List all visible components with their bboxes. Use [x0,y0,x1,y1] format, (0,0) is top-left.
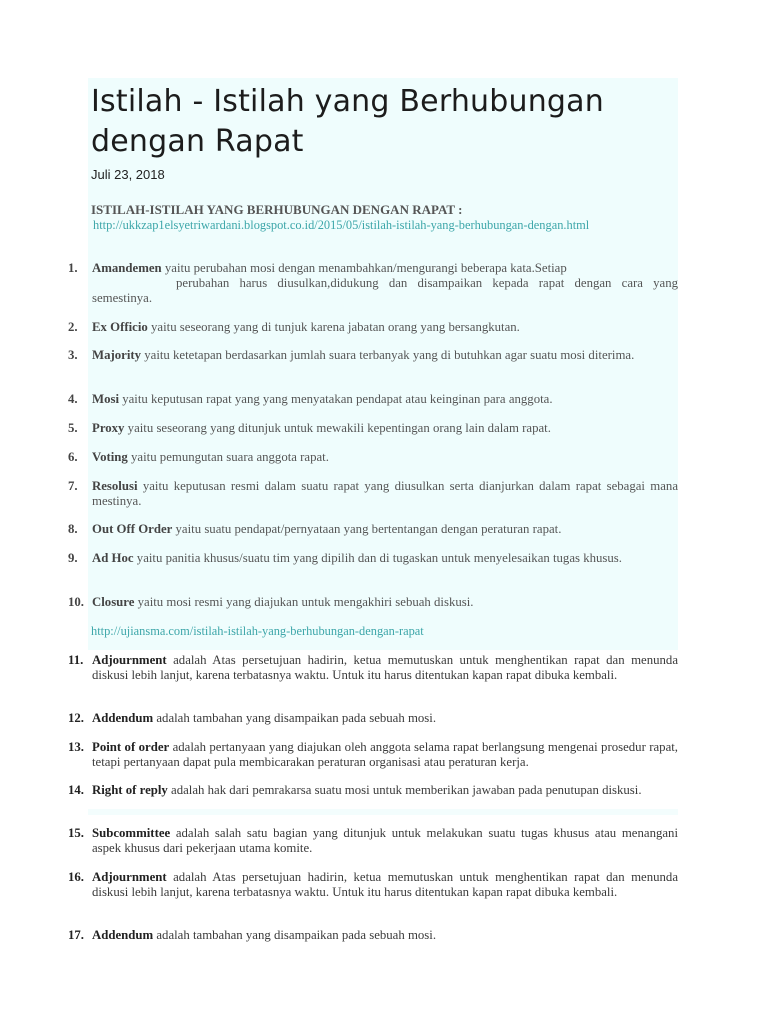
item-text: yaitu panitia khusus/suatu tim yang dipilih dan di tugaskan untuk menyelesaikan tugas khusus. [133,551,622,565]
item-text: adalah pertanyaan yang diajukan oleh anggota selama rapat berlangsung mengenai prosedur rapat, tetapi pertanyaan dapat pula membicarakan peraturan organisasi atau peraturan kerja. [92,740,679,769]
item-number: 17. [68,928,84,942]
item-text-cont: perubahan harus diusulkan,didukung dan disampaikan kepada rapat dengan cara yang semestinya. [92,276,678,305]
item-text: yaitu mosi resmi yang diajukan untuk mengakhiri sebuah diskusi. [134,595,474,609]
item-text: yaitu keputusan resmi dalam suatu rapat yang diusulkan serta dianjurkan dalam rapat sebagai mana mestinya. [92,479,678,508]
item-number: 15. [68,826,84,840]
item-text: adalah tambahan yang disampaikan pada sebuah mosi. [153,928,437,942]
list-item [68,522,678,537]
item-term: Voting [92,450,128,464]
item-text: adalah Atas persetujuan hadirin, ketua memutuskan untuk menghentikan rapat dan menunda diskusi lebih lanjut, karena terbatasnya waktu. Untuk itu harus ditentukan kapan rapat dibuka kembali. [92,870,678,899]
list-item [68,870,678,900]
post-date: Juli 23, 2018 [91,167,165,182]
list-item [68,320,678,335]
list-item [68,740,678,770]
item-text: yaitu seseorang yang ditunjuk untuk mewakili kepentingan orang lain dalam rapat. [124,421,551,435]
item-term: Right of reply [92,783,168,797]
item-number: 3. [68,348,78,362]
item-term: Amandemen [92,261,162,275]
list-item [68,551,678,566]
list-item [68,392,678,407]
item-term: Mosi [92,392,120,406]
item-term: Ex Officio [92,320,148,334]
list-item [68,261,678,306]
source-link-1[interactable]: http://ukkzap1elsyetriwardani.blogspot.co.id/2015/05/istilah-istilah-yang-berhubungan-dengan.html [93,218,590,232]
item-text: yaitu pemungutan suara anggota rapat. [127,450,329,464]
list-item [68,711,678,726]
item-term: Resolusi [92,479,138,493]
item-term: Adjournment [92,653,167,667]
item-text: yaitu seseorang yang di tunjuk karena jabatan orang yang bersangkutan. [147,320,520,334]
item-term: Adjournment [92,870,167,884]
item-text: adalah hak dari pemrakarsa suatu mosi untuk memberikan jawaban pada penutupan diskusi. [167,783,642,797]
item-number: 12. [68,711,84,725]
list-item [68,450,678,465]
faint-highlight-band [88,809,678,815]
item-term: Point of order [92,740,170,754]
list-item [68,348,678,363]
item-text: yaitu keputusan rapat yang yang menyatakan pendapat atau keinginan para anggota. [119,392,553,406]
item-text: yaitu perubahan mosi dengan menambahkan/mengurangi beberapa kata.Setiap [161,261,567,275]
item-term: Closure [92,595,135,609]
item-term: Proxy [92,421,125,435]
item-number: 11. [68,653,84,667]
item-text: adalah Atas persetujuan hadirin, ketua memutuskan untuk menghentikan rapat dan menunda diskusi lebih lanjut, karena terbatasnya waktu. Untuk itu harus ditentukan kapan rapat dibuka kembali. [92,653,678,682]
item-text: yaitu suatu pendapat/pernyataan yang bertentangan dengan peraturan rapat. [172,522,562,536]
list-item [68,595,678,610]
item-number: 5. [68,421,78,435]
item-term: Majority [92,348,142,362]
list-item [68,826,678,856]
item-number: 16. [68,870,84,884]
item-term: Addendum [92,928,154,942]
item-number: 14. [68,783,84,797]
item-number: 9. [68,551,78,565]
section-heading: ISTILAH-ISTILAH YANG BERHUBUNGAN DENGAN RAPAT : [91,202,463,217]
item-term: Ad Hoc [92,551,134,565]
list-item [68,928,678,943]
page-title: Istilah - Istilah yang Berhubungan dengan Rapat [91,84,604,159]
item-text: adalah salah satu bagian yang ditunjuk untuk melakukan suatu tugas khusus atau menangani aspek khusus dari pekerjaan utama komite. [92,826,678,855]
item-term: Addendum [92,711,154,725]
item-number: 8. [68,522,78,536]
item-text: yaitu ketetapan berdasarkan jumlah suara terbanyak yang di butuhkan agar suatu mosi diterima. [141,348,635,362]
list-item [68,653,678,683]
item-text: adalah tambahan yang disampaikan pada sebuah mosi. [153,711,437,725]
item-number: 10. [68,595,84,609]
item-number: 2. [68,320,78,334]
item-term: Out Off Order [92,522,173,536]
item-number: 7. [68,479,78,493]
item-term: Subcommittee [92,826,171,840]
list-item [68,479,678,509]
list-item [68,783,678,798]
item-number: 4. [68,392,78,406]
source-link-2[interactable]: http://ujiansma.com/istilah-istilah-yang-berhubungan-dengan-rapat [91,624,424,638]
item-number: 13. [68,740,84,754]
list-item [68,421,678,436]
item-number: 1. [68,261,78,275]
item-number: 6. [68,450,78,464]
